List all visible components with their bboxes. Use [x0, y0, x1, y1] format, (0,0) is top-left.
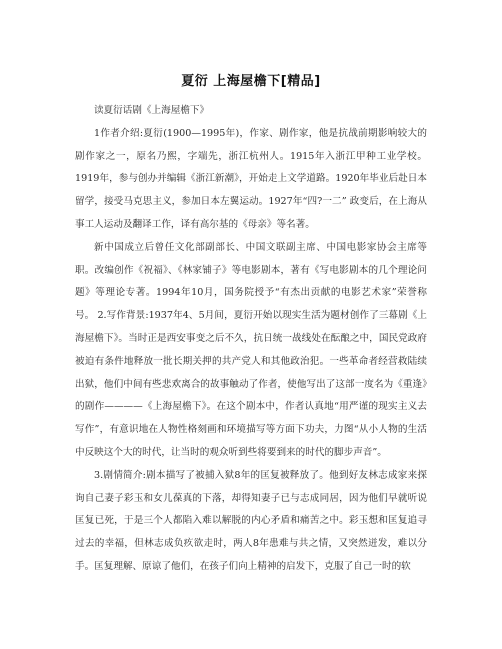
document-title: 夏衍 上海屋檐下[精品]: [181, 74, 321, 89]
plot-summary-paragraph: 3.剧情简介:剧本描写了被捕入狱8年的匡复被释放了。他到好友林志成家来探询自己妻子彩玉和女儿葆真的下落，却得知妻子已与志成同居，因为他们早就听说匡复已死，于是三个人都陷入难以解脱的内心矛盾和痛苦之中。彩玉想和匡复追寻过去的幸福，但林志成负疚欲走时，两人8年患难与共之情，又突然迸发，难以分手。匡复理解、原谅了他们，在孩子们向上精神的启发下，克服了自己一时的软: [75, 469, 427, 572]
document-body: [75, 100, 427, 579]
subtitle-paragraph: 读夏衍话剧《上海屋檐下》: [94, 105, 210, 116]
author-intro-paragraph: 1作者介绍:夏衍(1900—1995年)，作家、剧作家，他是抗战前期影响较大的剧作家之一，原名乃熙，字端先，浙江杭州人。1915年入浙江甲种工业学校。 1919年，参与创办并编辑《浙江新潮》，开始走上文学道路。1920年毕业后赴日本留学，接受马克思主义，参加日本左翼运动。1927年“四?一二” 政变后，在上海从事工人运动及翻译工作，译有高尔基的《母亲》等名著。: [75, 127, 427, 230]
background-paragraph: 新中国成立后曾任文化部副部长、中国文联副主席、中国电影家协会主席等职。改编创作《祝福》、《林家铺子》等电影剧本，著有《写电影剧本的几个理论问题》等理论专著。1994年10月，国务院授予“有杰出贡献的电影艺术家”荣誉称号。 2.写作背景:1937年4、5月间，夏衍开始以现实生活为题材创作了三幕剧《上海屋檐下》。当时正是西安事变之后不久，抗日统一战线处在酝酿之中，国民党政府被迫有条件地释放一批长期关押的共产党人和其他政治犯。一些革命者经营救陆续出狱，他们中间有些悲欢离合的故事触动了作者，使他写出了这部一度名为《重逢》的剧作————《上海屋檐下》。在这个剧本中，作者认真地“用严谨的现实主义去写作”，有意识地在人物性格刻画和环境描写等方面下功夫，力图“从小人物的生活中反映这个大的时代，让当时的观众听到些将要到来的时代的脚步声音”。: [75, 241, 427, 458]
